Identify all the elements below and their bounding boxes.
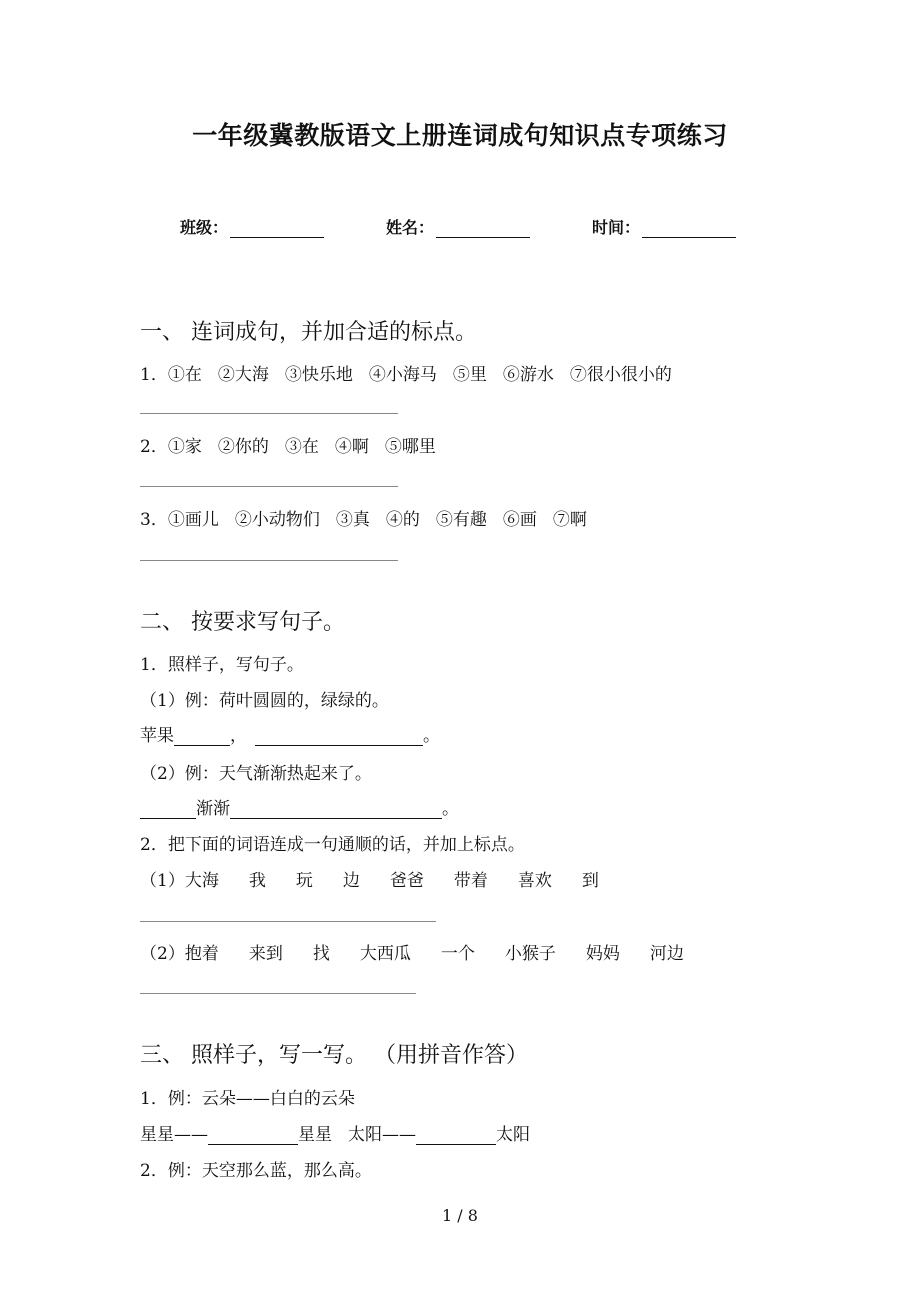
class-field — [180, 215, 324, 238]
answer-line[interactable] — [140, 560, 398, 561]
s2-fill-2 — [140, 794, 459, 819]
word: ③真 — [335, 510, 370, 530]
class-label: 班级： — [180, 218, 229, 237]
word: 大海 — [184, 871, 219, 891]
word: ⑤哪里 — [384, 437, 436, 457]
word: 到 — [581, 871, 599, 891]
item-number: 1． — [140, 365, 168, 385]
fill-text: 。 — [423, 726, 440, 746]
name-label: 姓名： — [386, 218, 435, 237]
word: ③快乐地 — [284, 365, 353, 385]
word: 玩 — [295, 871, 313, 891]
row-prefix: （2） — [140, 944, 185, 964]
s2-example-2: （2）例：天气渐渐热起来了。 — [140, 764, 372, 784]
answer-line[interactable] — [140, 413, 398, 414]
fill-blank[interactable] — [416, 1128, 496, 1145]
answer-line[interactable] — [140, 921, 436, 922]
word: ①画儿 — [167, 510, 219, 530]
item-number: 2． — [140, 437, 168, 457]
s2-question-2: 2．把下面的词语连成一句通顺的话，并加上标点。 — [140, 835, 525, 855]
class-blank[interactable] — [230, 220, 324, 238]
word: ⑤里 — [452, 365, 487, 385]
fill-text: ， — [230, 726, 247, 746]
word: 一个 — [440, 944, 475, 964]
time-field — [592, 215, 736, 238]
word: 妈妈 — [585, 944, 620, 964]
word: ②小动物们 — [234, 510, 320, 530]
s2-row-2 — [140, 939, 684, 964]
word: 我 — [248, 871, 266, 891]
page-number: 1 / 8 — [442, 1206, 478, 1225]
word: ④小海马 — [368, 365, 437, 385]
fill-text: 太阳—— — [348, 1125, 416, 1145]
s1-item-3 — [140, 505, 587, 530]
word: 找 — [312, 944, 330, 964]
word: ②你的 — [217, 437, 269, 457]
row-prefix: （1） — [140, 871, 185, 891]
word: 边 — [342, 871, 360, 891]
s2-row-1 — [140, 866, 599, 891]
answer-line[interactable] — [140, 993, 416, 994]
fill-blank[interactable] — [255, 729, 423, 746]
word: ⑥画 — [502, 510, 537, 530]
word: ④啊 — [334, 437, 369, 457]
word: 喜欢 — [517, 871, 552, 891]
word: 爸爸 — [389, 871, 424, 891]
s2-fill-1 — [140, 721, 440, 746]
s3-question-1: 1．例：云朵——白白的云朵 — [140, 1089, 355, 1109]
fill-blank[interactable] — [140, 802, 196, 819]
s3-fill — [140, 1120, 530, 1145]
word: 带着 — [453, 871, 488, 891]
fill-text: 星星—— — [140, 1125, 208, 1145]
name-field — [386, 215, 530, 238]
s2-example-1: （1）例：荷叶圆圆的，绿绿的。 — [140, 691, 389, 711]
word: ⑥游水 — [502, 365, 554, 385]
fill-blank[interactable] — [208, 1128, 298, 1145]
fill-text: 苹果 — [140, 726, 174, 746]
section3-heading: 三、 照样子，写一写。 （用拼音作答） — [140, 1043, 528, 1068]
s3-question-2: 2．例：天空那么蓝，那么高。 — [140, 1161, 372, 1181]
word: ⑦很小很小的 — [569, 365, 672, 385]
section2-heading: 二、 按要求写句子。 — [140, 610, 345, 635]
fill-blank[interactable] — [174, 729, 230, 746]
page-title: 一年级冀教版语文上册连词成句知识点专项练习 — [192, 121, 728, 150]
answer-line[interactable] — [140, 486, 398, 487]
section1-heading: 一、 连词成句，并加合适的标点。 — [140, 320, 477, 345]
fill-text: 星星 — [298, 1125, 332, 1145]
fill-blank[interactable] — [230, 802, 442, 819]
word: ①家 — [167, 437, 202, 457]
s1-item-1 — [140, 360, 672, 385]
word: 来到 — [248, 944, 283, 964]
word: 大西瓜 — [359, 944, 411, 964]
s1-item-2 — [140, 432, 436, 457]
name-blank[interactable] — [436, 220, 530, 238]
s2-question-1: 1．照样子，写句子。 — [140, 655, 304, 675]
word: ⑦啊 — [552, 510, 587, 530]
fill-text: 渐渐 — [196, 799, 230, 819]
word: ①在 — [167, 365, 202, 385]
word: 抱着 — [184, 944, 219, 964]
item-number: 3． — [140, 510, 168, 530]
time-blank[interactable] — [642, 220, 736, 238]
time-label: 时间： — [592, 218, 641, 237]
word: ④的 — [385, 510, 420, 530]
word: ②大海 — [217, 365, 269, 385]
word: 小猴子 — [504, 944, 556, 964]
fill-text: 。 — [442, 799, 459, 819]
word: ③在 — [284, 437, 319, 457]
word: ⑤有趣 — [435, 510, 487, 530]
word: 河边 — [649, 944, 684, 964]
fill-text: 太阳 — [496, 1125, 530, 1145]
